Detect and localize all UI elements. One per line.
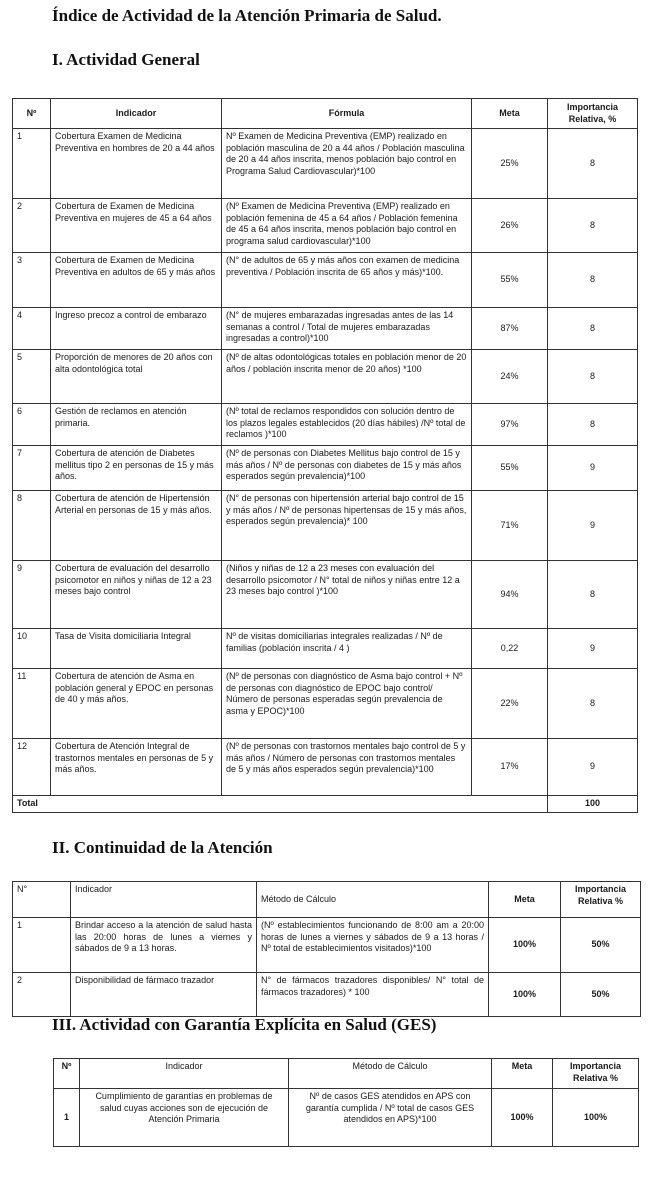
row-formula: (N° de personas con hipertensión arterial bajo control de 15 y más años / Nº de personas hipertensas de 15 y más años, esperados según prevalencia)* 100 bbox=[222, 491, 472, 561]
col-header-num: Nº bbox=[13, 99, 51, 129]
table-total-row bbox=[13, 796, 638, 813]
row-num: 5 bbox=[13, 350, 51, 404]
row-weight: 8 bbox=[548, 350, 638, 404]
row-meta: 94% bbox=[472, 561, 548, 629]
row-indicator: Gestión de reclamos en atención primaria. bbox=[51, 404, 222, 446]
row-meta: 22% bbox=[472, 669, 548, 739]
row-formula: (Nº de personas con Diabetes Mellitus bajo control de 15 y más años / Nº de personas con diabetes de 15 y más años esperados según prevalencia)*100 bbox=[222, 446, 472, 491]
row-num: 11 bbox=[13, 669, 51, 739]
col-header-weight: Importancia Relativa % bbox=[553, 1059, 639, 1089]
table-actividad-general bbox=[12, 98, 638, 813]
col-header-formula: Fórmula bbox=[222, 99, 472, 129]
row-num: 10 bbox=[13, 629, 51, 669]
col-header-indicator: Indicador bbox=[71, 882, 257, 918]
row-indicator: Cobertura de atención de Asma en población general y EPOC en personas de 40 y más años. bbox=[51, 669, 222, 739]
row-indicator: Ingreso precoz a control de embarazo bbox=[51, 308, 222, 350]
row-num: 12 bbox=[13, 739, 51, 796]
row-weight: 9 bbox=[548, 491, 638, 561]
table-header-row bbox=[13, 882, 641, 918]
row-indicator: Cobertura de evaluación del desarrollo psicomotor en niños y niñas de 12 a 23 meses bajo control bbox=[51, 561, 222, 629]
row-weight: 50% bbox=[561, 973, 641, 1017]
table-row bbox=[13, 446, 638, 491]
row-formula: Nº Examen de Medicina Preventiva (EMP) realizado en población masculina de 20 a 44 años / Población masculina de 20 a 44 años inscrita, menos población bajo control en Programa Salud Cardiovascular)*100 bbox=[222, 129, 472, 199]
col-header-meta: Meta bbox=[492, 1059, 553, 1089]
table-ges bbox=[53, 1058, 639, 1147]
row-num: 6 bbox=[13, 404, 51, 446]
row-meta: 100% bbox=[492, 1089, 553, 1147]
row-num: 2 bbox=[13, 199, 51, 253]
row-formula: (N° de adultos de 65 y más años con examen de medicina preventiva / Población inscrita de 65 años y más)*100. bbox=[222, 253, 472, 308]
row-num: 1 bbox=[13, 129, 51, 199]
row-indicator: Cumplimiento de garantías en problemas de salud cuyas acciones son de ejecución de Atención Primaria bbox=[80, 1089, 289, 1147]
col-header-indicator: Indicador bbox=[51, 99, 222, 129]
table-row bbox=[13, 253, 638, 308]
row-method: Nº de casos GES atendidos en APS con garantía cumplida / Nº total de casos GES atendidos en APS)*100 bbox=[289, 1089, 492, 1147]
table-row bbox=[13, 350, 638, 404]
row-indicator: Proporción de menores de 20 años con alta odontológica total bbox=[51, 350, 222, 404]
total-value: 100 bbox=[548, 796, 638, 813]
row-formula: (Niños y niñas de 12 a 23 meses con evaluación del desarrollo psicomotor / N° total de niños y niñas entre 12 a 23 meses bajo control )*100 bbox=[222, 561, 472, 629]
row-meta: 100% bbox=[489, 973, 561, 1017]
row-weight: 50% bbox=[561, 918, 641, 973]
row-meta: 71% bbox=[472, 491, 548, 561]
row-indicator: Cobertura Examen de Medicina Preventiva en hombres de 20 a 44 años bbox=[51, 129, 222, 199]
row-weight: 8 bbox=[548, 561, 638, 629]
row-num: 1 bbox=[54, 1089, 80, 1147]
table-header-row bbox=[54, 1059, 639, 1089]
row-weight: 8 bbox=[548, 308, 638, 350]
row-meta: 100% bbox=[489, 918, 561, 973]
row-num: 8 bbox=[13, 491, 51, 561]
row-weight: 9 bbox=[548, 446, 638, 491]
row-weight: 8 bbox=[548, 404, 638, 446]
table-row bbox=[13, 199, 638, 253]
row-meta: 0,22 bbox=[472, 629, 548, 669]
row-weight: 100% bbox=[553, 1089, 639, 1147]
col-header-num: N° bbox=[13, 882, 71, 918]
row-meta: 24% bbox=[472, 350, 548, 404]
table-row bbox=[13, 491, 638, 561]
table-row bbox=[13, 308, 638, 350]
row-num: 2 bbox=[13, 973, 71, 1017]
row-meta: 87% bbox=[472, 308, 548, 350]
row-num: 7 bbox=[13, 446, 51, 491]
table-row bbox=[13, 129, 638, 199]
table-row bbox=[54, 1089, 639, 1147]
row-formula: (Nº de personas con diagnóstico de Asma bajo control + Nº de personas con diagnóstico de EPOC bajo control/ Número de personas esperadas según prevalencia de asma y EPOC)*100 bbox=[222, 669, 472, 739]
row-weight: 8 bbox=[548, 669, 638, 739]
table-row bbox=[13, 669, 638, 739]
row-num: 4 bbox=[13, 308, 51, 350]
row-formula: (Nº Examen de Medicina Preventiva (EMP) realizado en población femenina de 45 a 64 años / Población femenina de 45 a 64 años inscrita, menos población bajo control en programa salud cardiovascular)*100 bbox=[222, 199, 472, 253]
col-header-weight: Importancia Relativa, % bbox=[548, 99, 638, 129]
row-formula: Nº de visitas domiciliarias integrales realizadas / Nº de familias (población inscrita / 4 ) bbox=[222, 629, 472, 669]
col-header-indicator: Indicador bbox=[80, 1059, 289, 1089]
row-formula: (Nº de altas odontológicas totales en población menor de 20 años / población inscrita menor de 20 años) *100 bbox=[222, 350, 472, 404]
row-meta: 97% bbox=[472, 404, 548, 446]
table-row bbox=[13, 629, 638, 669]
row-indicator: Cobertura de atención de Diabetes mellitus tipo 2 en personas de 15 y más años. bbox=[51, 446, 222, 491]
col-header-method: Método de Cálculo bbox=[257, 882, 489, 918]
row-method: (Nº establecimientos funcionando de 8:00 am a 20:00 horas de lunes a viernes y sábados de 9 a 13 horas / Nº total de establecimientos visitados)*100 bbox=[257, 918, 489, 973]
row-indicator: Cobertura de atención de Hipertensión Arterial en personas de 15 y más años. bbox=[51, 491, 222, 561]
table-row bbox=[13, 973, 641, 1017]
row-weight: 9 bbox=[548, 629, 638, 669]
table-row bbox=[13, 739, 638, 796]
section-title-continuidad: II. Continuidad de la Atención bbox=[52, 838, 273, 857]
row-indicator: Cobertura de Examen de Medicina Preventiva en adultos de 65 y más años bbox=[51, 253, 222, 308]
row-num: 1 bbox=[13, 918, 71, 973]
row-indicator: Brindar acceso a la atención de salud hasta las 20:00 horas de lunes a viernes y sábados de 9 a 13 horas. bbox=[71, 918, 257, 973]
row-meta: 25% bbox=[472, 129, 548, 199]
table-row bbox=[13, 918, 641, 973]
row-weight: 8 bbox=[548, 129, 638, 199]
document-title: Índice de Actividad de la Atención Primaria de Salud. bbox=[52, 6, 442, 25]
section-title-ges: III. Actividad con Garantía Explícita en Salud (GES) bbox=[52, 1015, 437, 1034]
row-indicator: Disponibilidad de fármaco trazador bbox=[71, 973, 257, 1017]
col-header-meta: Meta bbox=[489, 882, 561, 918]
table-row bbox=[13, 561, 638, 629]
col-header-method: Método de Cálculo bbox=[289, 1059, 492, 1089]
total-label: Total bbox=[13, 796, 548, 813]
row-indicator: Cobertura de Atención Integral de trastornos mentales en personas de 5 y más años. bbox=[51, 739, 222, 796]
row-meta: 26% bbox=[472, 199, 548, 253]
row-indicator: Cobertura de Examen de Medicina Preventiva en mujeres de 45 a 64 años bbox=[51, 199, 222, 253]
row-meta: 55% bbox=[472, 446, 548, 491]
row-weight: 9 bbox=[548, 739, 638, 796]
col-header-num: Nº bbox=[54, 1059, 80, 1089]
table-row bbox=[13, 404, 638, 446]
row-meta: 17% bbox=[472, 739, 548, 796]
row-formula: (N° de mujeres embarazadas ingresadas antes de las 14 semanas a control / Total de mujeres embarazadas ingresadas a control)*100 bbox=[222, 308, 472, 350]
col-header-weight: Importancia Relativa % bbox=[561, 882, 641, 918]
col-header-meta: Meta bbox=[472, 99, 548, 129]
row-meta: 55% bbox=[472, 253, 548, 308]
row-formula: (Nº de personas con trastornos mentales bajo control de 5 y más años / Número de personas con trastornos mentales de 5 y más años esperados según prevalencia)*100 bbox=[222, 739, 472, 796]
row-weight: 8 bbox=[548, 199, 638, 253]
row-indicator: Tasa de Visita domiciliaria Integral bbox=[51, 629, 222, 669]
section-title-actividad-general: I. Actividad General bbox=[52, 50, 200, 69]
row-formula: (Nº total de reclamos respondidos con solución dentro de los plazos legales establecidos (20 días hábiles) /Nº total de reclamos )*100 bbox=[222, 404, 472, 446]
row-num: 9 bbox=[13, 561, 51, 629]
table-continuidad bbox=[12, 881, 641, 1017]
row-method: N° de fármacos trazadores disponibles/ N° total de fármacos trazadores) * 100 bbox=[257, 973, 489, 1017]
row-weight: 8 bbox=[548, 253, 638, 308]
table-header-row bbox=[13, 99, 638, 129]
row-num: 3 bbox=[13, 253, 51, 308]
